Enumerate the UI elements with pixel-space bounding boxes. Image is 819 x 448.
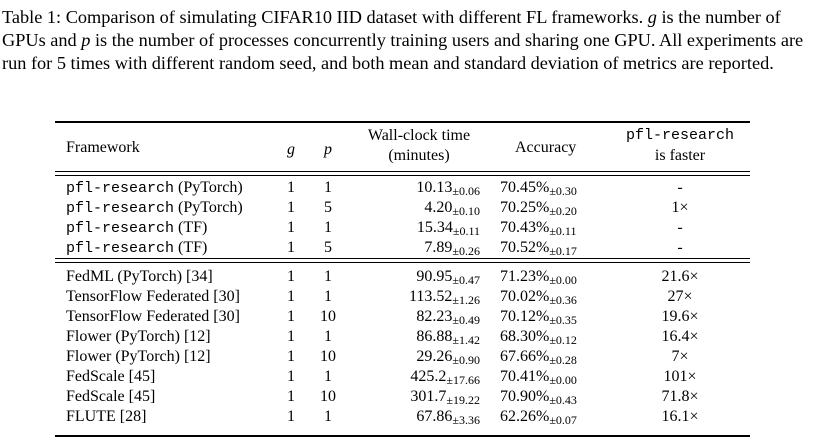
cell-faster bbox=[630, 267, 730, 287]
g-value: 1 bbox=[287, 408, 295, 425]
acc-mean: 70.25% bbox=[500, 199, 550, 216]
p-value: 1 bbox=[324, 288, 332, 305]
cell-faster bbox=[630, 347, 730, 367]
wall-sd: ±0.47 bbox=[452, 273, 480, 287]
cell-faster bbox=[630, 198, 730, 218]
p-value: 10 bbox=[320, 388, 336, 405]
cell-faster bbox=[630, 327, 730, 347]
cell-g bbox=[281, 198, 301, 218]
cell-framework bbox=[66, 178, 243, 199]
cell-accuracy bbox=[500, 267, 577, 287]
acc-mean: 70.45% bbox=[500, 179, 550, 196]
cell-p bbox=[315, 238, 341, 258]
wall-mean: 113.52 bbox=[409, 288, 453, 305]
g-value: 1 bbox=[287, 368, 295, 385]
cell-framework bbox=[66, 407, 146, 427]
wall-mean: 10.13 bbox=[416, 179, 453, 196]
p-value: 5 bbox=[324, 199, 332, 216]
cell-g bbox=[281, 267, 301, 287]
framework-name: pfl-research bbox=[66, 200, 175, 217]
wall-sd: ±17.66 bbox=[446, 373, 480, 387]
cell-accuracy bbox=[500, 347, 577, 367]
cell-framework bbox=[66, 387, 155, 407]
cell-faster bbox=[630, 407, 730, 427]
header-framework: Framework bbox=[66, 139, 140, 156]
header-rule bbox=[55, 175, 750, 176]
acc-mean: 68.30% bbox=[500, 328, 550, 345]
acc-mean: 70.12% bbox=[500, 308, 550, 325]
g-value: 1 bbox=[287, 328, 295, 345]
cell-p bbox=[315, 327, 341, 347]
cell-g bbox=[281, 347, 301, 367]
g-value: 1 bbox=[287, 219, 295, 236]
cell-accuracy bbox=[500, 198, 577, 218]
cell-g bbox=[281, 218, 301, 238]
p-value: 1 bbox=[324, 408, 332, 425]
cell-g bbox=[281, 367, 301, 387]
faster-value: 16.1× bbox=[661, 408, 699, 425]
p-value: 5 bbox=[324, 239, 332, 256]
g-value: 1 bbox=[287, 199, 295, 216]
p-value: 10 bbox=[320, 308, 336, 325]
p-value: 1 bbox=[324, 328, 332, 345]
cell-wall-clock bbox=[416, 327, 480, 347]
cell-accuracy bbox=[500, 307, 577, 327]
cell-framework bbox=[66, 267, 213, 287]
acc-mean: 62.26% bbox=[500, 408, 550, 425]
p-value: 1 bbox=[324, 268, 332, 285]
g-value: 1 bbox=[287, 348, 295, 365]
wall-mean: 425.2 bbox=[410, 368, 447, 385]
header-faster-line1: pfl-research bbox=[625, 127, 735, 144]
cell-p bbox=[315, 407, 341, 427]
cell-g bbox=[281, 287, 301, 307]
cell-faster bbox=[630, 367, 730, 387]
header-wall-clock bbox=[353, 126, 485, 166]
faster-value: 27× bbox=[667, 288, 693, 305]
framework-suffix: (TF) bbox=[174, 239, 208, 256]
acc-sd: ±0.11 bbox=[549, 224, 577, 238]
wall-mean: 7.89 bbox=[424, 239, 453, 256]
wall-mean: 29.26 bbox=[416, 348, 453, 365]
p-value: 1 bbox=[324, 179, 332, 196]
framework-name: pfl-research bbox=[66, 240, 175, 257]
cell-accuracy bbox=[500, 287, 577, 307]
p-value: 10 bbox=[320, 348, 336, 365]
acc-mean: 67.66% bbox=[500, 348, 550, 365]
cell-p bbox=[315, 347, 341, 367]
cell-p bbox=[315, 367, 341, 387]
cell-framework bbox=[66, 307, 240, 327]
caption-var-g: g bbox=[647, 7, 657, 27]
wall-sd: ±0.06 bbox=[452, 184, 480, 198]
framework-suffix: (PyTorch) bbox=[174, 179, 243, 196]
wall-mean: 4.20 bbox=[424, 199, 453, 216]
cell-accuracy bbox=[500, 407, 577, 427]
acc-mean: 70.90% bbox=[500, 388, 550, 405]
wall-mean: 67.86 bbox=[416, 408, 453, 425]
cell-p bbox=[315, 218, 341, 238]
cell-faster bbox=[630, 307, 730, 327]
cell-g bbox=[281, 407, 301, 427]
header-wall-line1: Wall-clock time bbox=[367, 127, 471, 144]
cell-p bbox=[315, 287, 341, 307]
p-value: 1 bbox=[324, 368, 332, 385]
header-wall-line2: (minutes) bbox=[388, 147, 450, 164]
header-accuracy: Accuracy bbox=[515, 139, 577, 156]
g-value: 1 bbox=[287, 179, 295, 196]
cell-faster bbox=[630, 178, 730, 198]
framework-name: FedScale [45] bbox=[66, 388, 156, 405]
caption-text: is the number of GPUs and bbox=[2, 7, 781, 50]
faster-value: - bbox=[677, 179, 683, 196]
wall-mean: 90.95 bbox=[416, 268, 453, 285]
faster-value: - bbox=[677, 239, 683, 256]
wall-sd: ±3.36 bbox=[452, 413, 480, 427]
cell-p bbox=[315, 198, 341, 218]
cell-wall-clock bbox=[424, 198, 480, 218]
wall-sd: ±1.26 bbox=[452, 293, 480, 307]
cell-faster bbox=[630, 387, 730, 407]
cell-accuracy bbox=[500, 387, 577, 407]
cell-g bbox=[281, 327, 301, 347]
faster-value: 21.6× bbox=[661, 268, 699, 285]
cell-accuracy bbox=[500, 218, 576, 238]
framework-suffix: (PyTorch) bbox=[174, 199, 243, 216]
wall-sd: ±0.10 bbox=[452, 204, 480, 218]
framework-name: pfl-research bbox=[66, 180, 175, 197]
cell-accuracy bbox=[500, 178, 577, 198]
cell-accuracy bbox=[500, 367, 577, 387]
framework-name: TensorFlow Federated [30] bbox=[66, 308, 240, 325]
wall-sd: ±0.90 bbox=[452, 353, 480, 367]
g-value: 1 bbox=[287, 308, 295, 325]
cell-wall-clock bbox=[416, 407, 480, 427]
cell-wall-clock bbox=[424, 238, 480, 258]
framework-name: pfl-research bbox=[66, 220, 175, 237]
caption-label: Table 1: bbox=[2, 7, 62, 27]
cell-framework bbox=[66, 367, 155, 387]
faster-value: 71.8× bbox=[661, 388, 699, 405]
acc-sd: ±0.07 bbox=[549, 413, 577, 427]
g-value: 1 bbox=[287, 268, 295, 285]
g-value: 1 bbox=[287, 239, 295, 256]
acc-sd: ±0.35 bbox=[549, 313, 577, 327]
cell-framework bbox=[66, 327, 211, 347]
cell-faster bbox=[630, 218, 730, 238]
acc-sd: ±0.36 bbox=[549, 293, 577, 307]
acc-sd: ±0.17 bbox=[549, 244, 577, 258]
framework-name: FedML (PyTorch) [34] bbox=[66, 268, 213, 285]
caption-text: is the number of processes concurrently training users and sharing one GPU. All experiments are run for 5 times with different random seed, and both mean and standard deviation of metrics are reported. bbox=[2, 30, 804, 73]
cell-wall-clock bbox=[416, 178, 480, 198]
wall-sd: ±0.11 bbox=[452, 224, 480, 238]
framework-name: Flower (PyTorch) [12] bbox=[66, 328, 211, 345]
comparison-table bbox=[55, 121, 750, 437]
cell-framework bbox=[66, 238, 207, 259]
framework-suffix: (TF) bbox=[174, 219, 208, 236]
cell-wall-clock bbox=[417, 218, 480, 238]
wall-mean: 15.34 bbox=[416, 219, 453, 236]
faster-value: 7× bbox=[671, 348, 689, 365]
acc-sd: ±0.43 bbox=[549, 393, 577, 407]
cell-accuracy bbox=[500, 327, 577, 347]
wall-sd: ±0.49 bbox=[452, 313, 480, 327]
caption-text: Comparison of simulating CIFAR10 IID dataset with different FL frameworks. bbox=[61, 7, 648, 27]
acc-mean: 70.41% bbox=[500, 368, 550, 385]
framework-name: TensorFlow Federated [30] bbox=[66, 288, 240, 305]
bottom-rule bbox=[55, 435, 750, 437]
wall-sd: ±1.42 bbox=[452, 333, 480, 347]
cell-framework bbox=[66, 287, 240, 307]
cell-g bbox=[281, 178, 301, 198]
faster-value: 1× bbox=[671, 199, 689, 216]
cell-wall-clock bbox=[410, 367, 480, 387]
wall-mean: 301.7 bbox=[410, 388, 447, 405]
cell-p bbox=[315, 267, 341, 287]
acc-sd: ±0.30 bbox=[549, 184, 577, 198]
cell-g bbox=[281, 238, 301, 258]
acc-mean: 71.23% bbox=[500, 268, 550, 285]
cell-faster bbox=[630, 238, 730, 258]
cell-accuracy bbox=[500, 238, 577, 258]
acc-sd: ±0.28 bbox=[549, 353, 577, 367]
header-faster-line2: is faster bbox=[654, 147, 706, 164]
acc-sd: ±0.00 bbox=[549, 373, 577, 387]
header-g: g bbox=[287, 141, 295, 158]
g-value: 1 bbox=[287, 288, 295, 305]
header-faster bbox=[621, 126, 739, 166]
wall-mean: 86.88 bbox=[416, 328, 453, 345]
table-caption bbox=[2, 6, 814, 75]
cell-framework bbox=[66, 218, 207, 239]
cell-p bbox=[315, 307, 341, 327]
cell-framework bbox=[66, 198, 243, 219]
cell-p bbox=[315, 387, 341, 407]
faster-value: 16.4× bbox=[661, 328, 699, 345]
acc-sd: ±0.00 bbox=[549, 273, 577, 287]
cell-wall-clock bbox=[416, 307, 480, 327]
wall-sd: ±19.22 bbox=[446, 393, 480, 407]
acc-sd: ±0.20 bbox=[549, 204, 577, 218]
wall-mean: 82.23 bbox=[416, 308, 453, 325]
cell-faster bbox=[630, 287, 730, 307]
group-rule bbox=[55, 262, 750, 263]
faster-value: - bbox=[677, 219, 683, 236]
acc-sd: ±0.12 bbox=[549, 333, 577, 347]
acc-mean: 70.43% bbox=[500, 219, 550, 236]
cell-g bbox=[281, 387, 301, 407]
header-p: p bbox=[324, 141, 332, 158]
faster-value: 101× bbox=[663, 368, 697, 385]
framework-name: FLUTE [28] bbox=[66, 408, 147, 425]
header-rule bbox=[55, 171, 750, 172]
cell-framework bbox=[66, 347, 211, 367]
g-value: 1 bbox=[287, 388, 295, 405]
wall-sd: ±0.26 bbox=[452, 244, 480, 258]
cell-wall-clock bbox=[416, 347, 480, 367]
caption-var-p: p bbox=[81, 30, 91, 50]
cell-wall-clock bbox=[416, 267, 480, 287]
framework-name: FedScale [45] bbox=[66, 368, 156, 385]
cell-p bbox=[315, 178, 341, 198]
top-rule bbox=[55, 121, 750, 123]
acc-mean: 70.02% bbox=[500, 288, 550, 305]
cell-wall-clock bbox=[410, 387, 480, 407]
framework-name: Flower (PyTorch) [12] bbox=[66, 348, 211, 365]
p-value: 1 bbox=[324, 219, 332, 236]
faster-value: 19.6× bbox=[661, 308, 699, 325]
cell-g bbox=[281, 307, 301, 327]
acc-mean: 70.52% bbox=[500, 239, 550, 256]
cell-wall-clock bbox=[409, 287, 480, 307]
